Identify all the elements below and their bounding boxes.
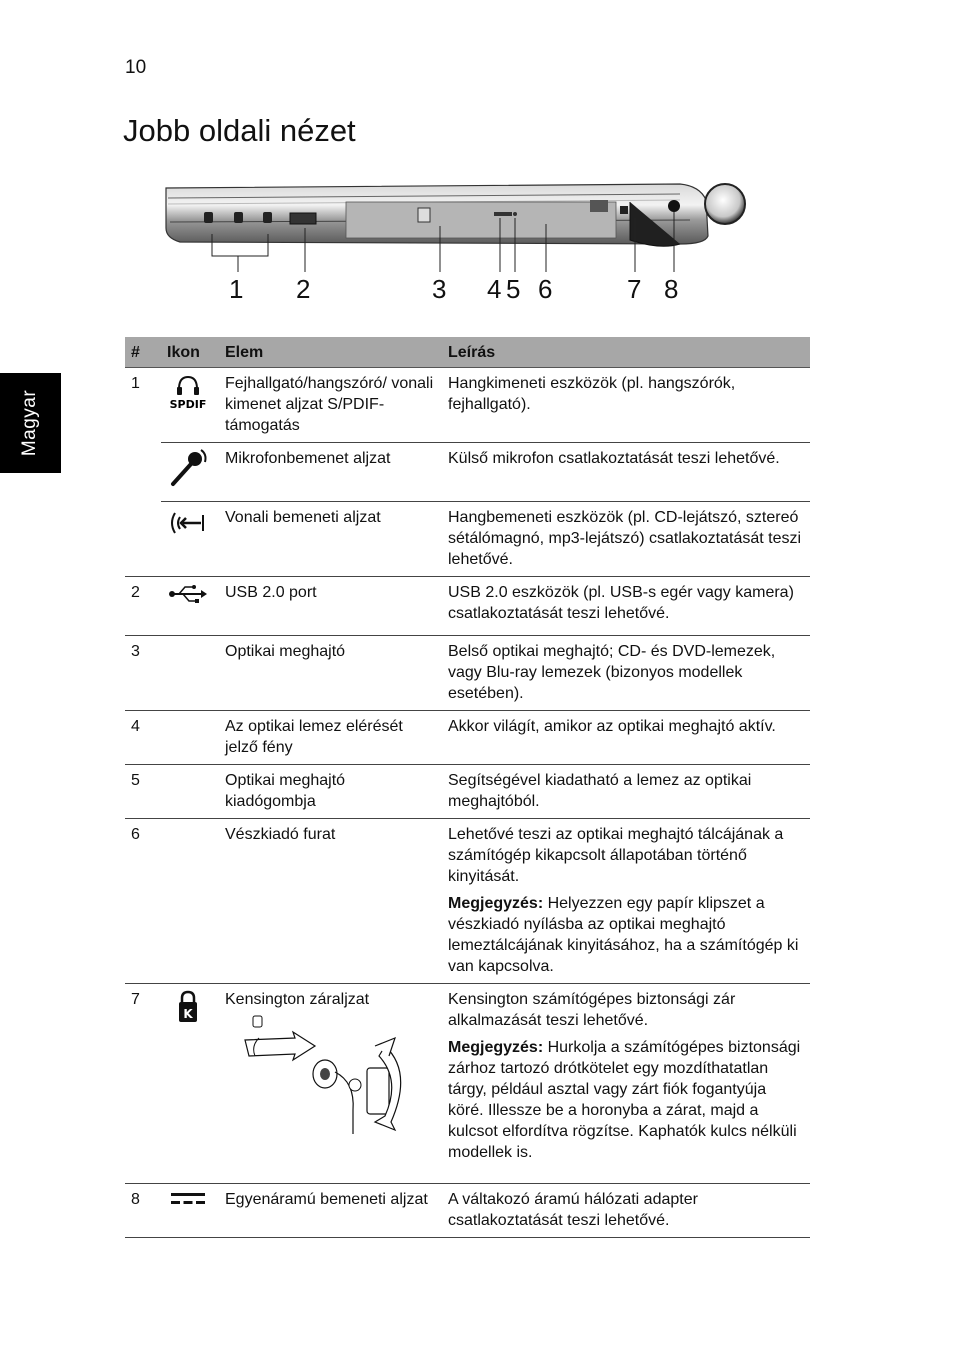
callout-8: 8 — [664, 274, 679, 304]
note-text: Hurkolja a számítógépes biztonsági zárhoz tartozó drótkötelet egy mozdíthatatlan tárgy, például asztal vagy zárt fiók fogantyúja köré. Illessze be a horonyba a zárat, majd a kulcsot elfordítva rögzítse. Kaphatók kulcs nélküli modellek is. — [448, 1039, 801, 1161]
row-elem: Mikrofonbemenet aljzat — [219, 443, 442, 502]
table-row — [125, 819, 810, 984]
row-elem: Egyenáramú bemeneti aljzat — [219, 1184, 442, 1238]
table-row — [125, 502, 810, 577]
callout-7: 7 — [627, 274, 642, 304]
kensington-lock-illustration — [225, 1010, 405, 1140]
row-desc: A váltakozó áramú hálózati adapter csatlakoztatását teszi lehetővé. — [442, 1184, 810, 1238]
row-desc-cell — [442, 819, 810, 984]
row-icon — [161, 819, 219, 984]
ports-table — [125, 337, 810, 1238]
microphone-icon — [167, 448, 209, 488]
row-num: 1 — [131, 375, 140, 392]
row-desc: Akkor világít, amikor az optikai meghajtó aktív. — [442, 711, 810, 765]
callout-1: 1 — [229, 274, 244, 304]
page-title: Jobb oldali nézet — [123, 113, 356, 148]
row-desc: Külső mikrofon csatlakoztatását teszi lehetővé. — [442, 443, 810, 502]
row-note — [448, 893, 804, 977]
line-in-icon — [167, 507, 209, 539]
table-row — [125, 368, 810, 443]
table-row — [125, 765, 810, 819]
callout-4: 4 — [487, 274, 502, 304]
callout-6: 6 — [538, 274, 553, 304]
row-num: 6 — [125, 819, 161, 984]
row-desc: Belső optikai meghajtó; CD- és DVD-lemezek, vagy Blu-ray lemezek (bizonyos modellek esetében). — [442, 636, 810, 711]
row-icon — [161, 711, 219, 765]
row-num: 5 — [125, 765, 161, 819]
row-desc: Hangkimeneti eszközök (pl. hangszórók, fejhallgató). — [448, 375, 736, 413]
row-icon — [161, 984, 219, 1184]
table-row — [125, 577, 810, 636]
kensington-lock-icon — [167, 989, 209, 1025]
header-num: # — [125, 337, 161, 368]
header-elem: Elem — [219, 337, 442, 368]
usb-icon — [167, 582, 209, 604]
row-elem: Optikai meghajtó kiadógombja — [219, 765, 442, 819]
header-desc: Leírás — [442, 337, 810, 368]
svg-text:K: K — [183, 1007, 193, 1021]
page-number: 10 — [125, 57, 147, 78]
callout-2: 2 — [296, 274, 311, 304]
row-icon — [161, 1184, 219, 1238]
row-num: 4 — [125, 711, 161, 765]
row-num: 7 — [125, 984, 161, 1184]
row-elem: Fejhallgató/hangszóró/ vonali kimenet aljzat S/PDIF-támogatás — [225, 375, 434, 434]
row-desc: USB 2.0 eszközök (pl. USB-s egér vagy kamera) csatlakoztatását teszi lehetővé. — [442, 577, 810, 636]
row-elem: Kensington záraljzat — [225, 991, 370, 1008]
row-elem: Vonali bemeneti aljzat — [219, 502, 442, 577]
table-header-row — [125, 337, 810, 368]
header-icon: Ikon — [161, 337, 219, 368]
row-num: 2 — [125, 577, 161, 636]
row-num — [125, 443, 161, 502]
row-desc-cell — [442, 984, 810, 1184]
table-row — [125, 984, 810, 1184]
row-note — [448, 1037, 804, 1163]
callout-3: 3 — [432, 274, 447, 304]
row-icon — [161, 765, 219, 819]
row-icon — [161, 636, 219, 711]
callout-5: 5 — [506, 274, 521, 304]
row-num: 8 — [125, 1184, 161, 1238]
row-desc: Segítségével kiadatható a lemez az optikai meghajtóból. — [442, 765, 810, 819]
row-elem: Az optikai lemez elérését jelző fény — [219, 711, 442, 765]
row-desc: Hangbemeneti eszközök (pl. CD-lejátszó, sztereó sétálómagnó, mp3-lejátszó) csatlakoztatását teszi lehetővé. — [442, 502, 810, 577]
row-elem: USB 2.0 port — [219, 577, 442, 636]
table-row — [125, 443, 810, 502]
table-row — [125, 1184, 810, 1238]
row-icon — [161, 502, 219, 577]
dc-in-icon — [167, 1189, 209, 1209]
table-row — [125, 636, 810, 711]
row-elem: Optikai meghajtó — [219, 636, 442, 711]
row-icon — [161, 577, 219, 636]
row-num: 3 — [125, 636, 161, 711]
language-side-tab — [0, 373, 61, 473]
row-desc: Lehetővé teszi az optikai meghajtó tálcájának a számítógép kikapcsolt állapotában történő kinyitását. — [448, 826, 784, 885]
table-row — [125, 711, 810, 765]
row-num — [125, 502, 161, 577]
headphone-spdif-icon — [167, 373, 209, 413]
note-label: Megjegyzés: — [448, 1039, 544, 1056]
row-elem-cell — [219, 984, 442, 1184]
row-desc: Kensington számítógépes biztonsági zár alkalmazását teszi lehetővé. — [448, 991, 736, 1029]
note-text: Helyezzen egy papír klipszet a vészkiadó nyílásba az optikai meghajtó lemeztálcájának kinyitásához, ha a számítógép ki van kapcsolva. — [448, 895, 799, 975]
spdif-label: SPDIF — [169, 398, 207, 411]
note-label: Megjegyzés: — [448, 895, 544, 912]
row-icon — [161, 368, 219, 443]
language-side-tab-label: Magyar — [19, 389, 41, 457]
row-elem: Vészkiadó furat — [219, 819, 442, 984]
row-icon — [161, 443, 219, 502]
